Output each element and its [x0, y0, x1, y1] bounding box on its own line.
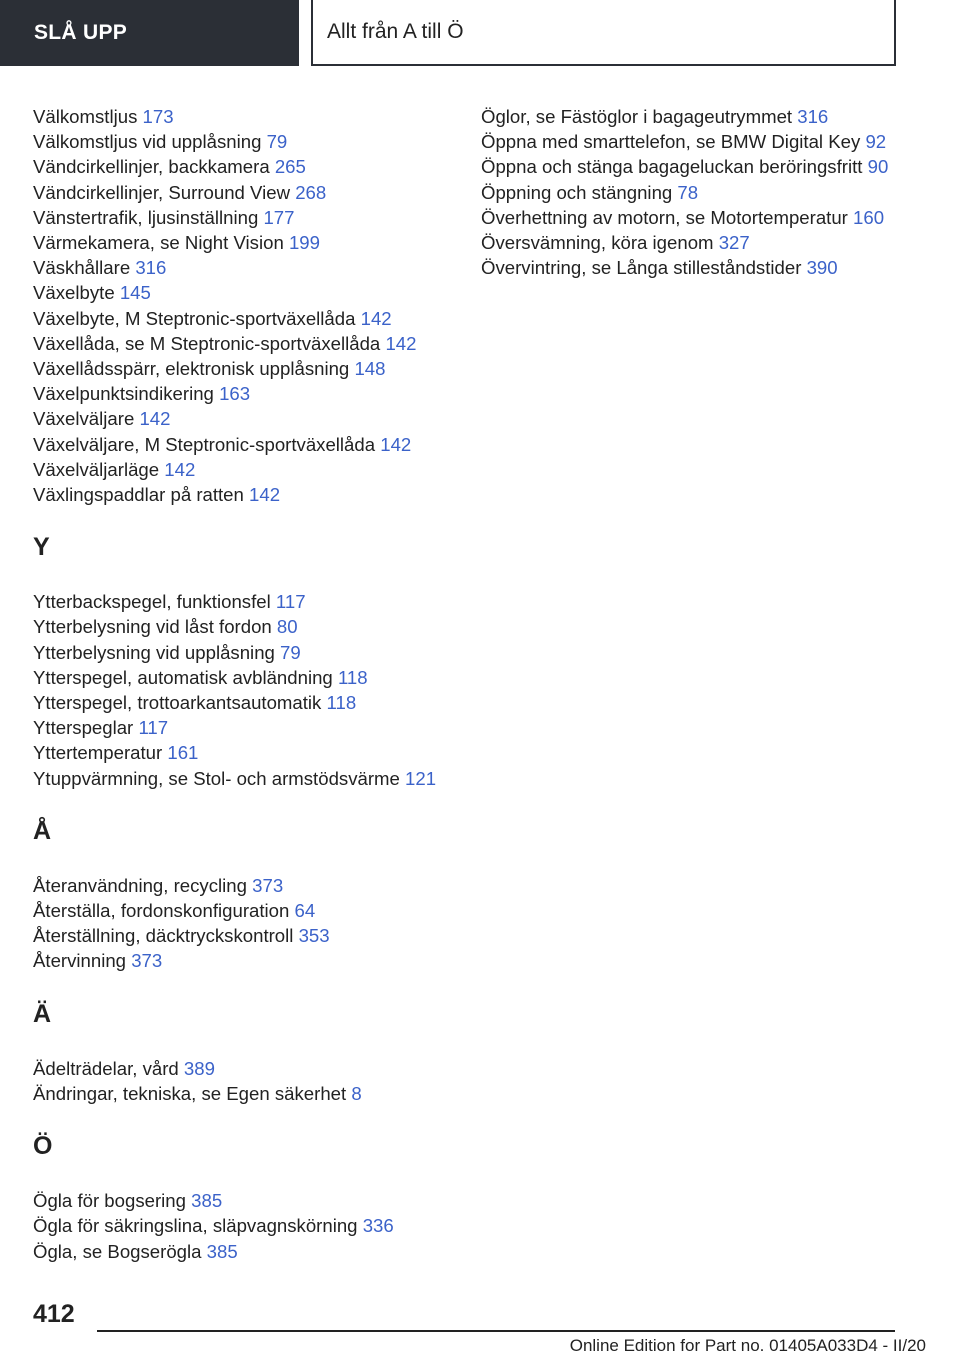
index-entry-text: Översvämning, köra igenom	[481, 232, 714, 254]
letter-heading-a-umlaut: Ä	[33, 999, 52, 1028]
page-reference-link[interactable]: 142	[385, 332, 417, 354]
index-entry	[481, 180, 921, 205]
index-entry	[33, 589, 453, 614]
page-reference-link[interactable]: 79	[266, 131, 288, 153]
page-reference-link[interactable]: 142	[139, 408, 171, 430]
index-entry	[33, 205, 453, 230]
index-entry-text: Övervintring, se Långa stilleståndstider	[481, 257, 802, 279]
page-reference-link[interactable]: 316	[135, 257, 167, 279]
index-entry	[33, 640, 453, 665]
index-group-a-ring	[33, 873, 453, 974]
index-entry	[33, 255, 453, 280]
index-entry	[33, 104, 453, 129]
index-entry	[33, 457, 453, 482]
page-reference-link[interactable]: 373	[252, 874, 284, 896]
page-reference-link[interactable]: 385	[206, 1240, 238, 1262]
index-entry-text: Värmekamera, se Night Vision	[33, 232, 284, 254]
page-reference-link[interactable]: 177	[263, 206, 295, 228]
index-entry-text: Växelbyte, M Steptronic-sportväxellåda	[33, 307, 356, 329]
index-entry-text: Öppna och stänga bagageluckan beröringsfritt	[481, 156, 863, 178]
index-entry	[33, 306, 453, 331]
index-entry-text: Ytterbackspegel, funktionsfel	[33, 591, 271, 613]
index-group-o-umlaut-continued	[481, 104, 921, 280]
index-entry	[33, 230, 453, 255]
index-entry-text: Växelväljare, M Steptronic-sportväxellåda	[33, 433, 376, 455]
index-entry	[33, 1188, 453, 1213]
index-entry	[33, 1213, 453, 1238]
index-entry	[33, 154, 453, 179]
page-reference-link[interactable]: 160	[853, 206, 885, 228]
letter-heading-y: Y	[33, 533, 50, 562]
page-reference-link[interactable]: 163	[219, 383, 251, 405]
page-reference-link[interactable]: 80	[276, 616, 298, 638]
page-reference-link[interactable]: 145	[119, 282, 151, 304]
index-entry-text: Växlingspaddlar på ratten	[33, 484, 244, 506]
index-entry	[33, 665, 453, 690]
index-entry	[33, 280, 453, 305]
index-entry-text: Välkomstljus vid upplåsning	[33, 131, 262, 153]
page-reference-link[interactable]: 161	[167, 742, 199, 764]
page-reference-link[interactable]: 79	[280, 641, 301, 663]
index-entry	[481, 230, 921, 255]
page-reference-link[interactable]: 336	[362, 1215, 394, 1237]
index-entry-text: Ädelträdelar, vård	[33, 1057, 179, 1079]
page-reference-link[interactable]: 173	[142, 106, 174, 127]
index-entry-text: Ögla för bogsering	[33, 1190, 186, 1212]
page-reference-link[interactable]: 8	[351, 1082, 362, 1104]
index-entry	[33, 766, 453, 791]
index-entry-text: Vänstertrafik, ljusinställning	[33, 206, 259, 228]
index-entry-text: Öppna med smarttelefon, se BMW Digital Key	[481, 131, 861, 153]
index-entry-text: Ögla för säkringslina, släpvagnskörning	[33, 1215, 358, 1237]
index-entry	[33, 690, 453, 715]
index-entry	[33, 898, 453, 923]
index-entry-text: Ändringar, tekniska, se Egen säkerhet	[33, 1082, 347, 1104]
index-entry-text: Växelpunktsindikering	[33, 383, 214, 405]
page-reference-link[interactable]: 268	[295, 181, 327, 203]
page-reference-link[interactable]: 199	[288, 232, 320, 254]
page-reference-link[interactable]: 316	[797, 106, 829, 127]
index-group-o-umlaut	[33, 1188, 453, 1264]
page-reference-link[interactable]: 353	[298, 925, 330, 947]
index-group-y	[33, 589, 453, 791]
index-entry	[33, 356, 453, 381]
page-reference-link[interactable]: 121	[405, 767, 437, 789]
index-entry-text: Vändcirkellinjer, backkamera	[33, 156, 270, 178]
index-entry-text: Återvinning	[33, 950, 127, 972]
index-entry	[481, 154, 921, 179]
index-entry	[33, 180, 453, 205]
page-reference-link[interactable]: 148	[354, 358, 386, 380]
page-reference-link[interactable]: 117	[275, 591, 306, 613]
edition-note: Online Edition for Part no. 01405A033D4 - II/20	[569, 1336, 926, 1355]
index-entry	[33, 923, 453, 948]
page-reference-link[interactable]: 389	[183, 1057, 215, 1079]
index-column-left	[33, 104, 453, 1264]
index-entry-text: Överhettning av motorn, se Motortemperatur	[481, 206, 848, 228]
index-entry-text: Ytterspeglar	[33, 717, 134, 739]
page-number: 412	[33, 1300, 75, 1328]
index-entry-text: Ytterspegel, trottoarkantsautomatik	[33, 692, 322, 714]
index-entry	[33, 482, 453, 507]
index-entry	[33, 331, 453, 356]
page-reference-link[interactable]: 142	[164, 458, 196, 480]
index-entry-text: Återställning, däcktryckskontroll	[33, 925, 294, 947]
page-reference-link[interactable]: 142	[380, 433, 412, 455]
index-entry	[33, 381, 453, 406]
page-reference-link[interactable]: 92	[865, 131, 887, 153]
page-header	[0, 0, 960, 66]
page-reference-link[interactable]: 327	[718, 232, 750, 254]
index-entry-text: Ytterspegel, automatisk avbländning	[33, 666, 333, 688]
index-entry-text: Växelväljare	[33, 408, 135, 430]
page-reference-link[interactable]: 385	[191, 1190, 223, 1212]
index-entry-text: Ytuppvärmning, se Stol- och armstödsvärme	[33, 767, 400, 789]
page-reference-link[interactable]: 390	[806, 257, 838, 279]
index-entry-text: Ytterbelysning vid upplåsning	[33, 641, 275, 663]
index-entry	[33, 406, 453, 431]
index-entry	[33, 614, 453, 639]
index-entry-text: Växelväljarläge	[33, 458, 160, 480]
index-entry-text: Yttertemperatur	[33, 742, 163, 764]
page-reference-link[interactable]: 373	[131, 950, 163, 972]
index-entry	[33, 1056, 453, 1081]
index-entry-text: Väskhållare	[33, 257, 131, 279]
page-reference-link[interactable]: 78	[677, 181, 699, 203]
index-entry	[481, 129, 921, 154]
letter-heading-a-ring: Å	[33, 816, 52, 845]
index-group-a-umlaut	[33, 1056, 453, 1106]
index-entry-text: Växellåda, se M Steptronic-sportväxellåda	[33, 332, 381, 354]
page-reference-link[interactable]: 64	[294, 900, 316, 922]
index-entry	[33, 715, 453, 740]
index-entry	[33, 1081, 453, 1106]
index-entry	[33, 129, 453, 154]
index-entry-text: Växelbyte	[33, 282, 115, 304]
index-group-v	[33, 104, 453, 507]
index-entry-text: Vändcirkellinjer, Surround View	[33, 181, 291, 203]
page-reference-link[interactable]: 118	[326, 692, 357, 714]
index-entry	[481, 205, 921, 230]
index-entry	[33, 873, 453, 898]
letter-heading-o-umlaut: Ö	[33, 1132, 53, 1161]
index-entry	[33, 432, 453, 457]
index-entry	[33, 740, 453, 765]
index-entry-text: Ytterbelysning vid låst fordon	[33, 616, 272, 638]
chapter-title: Allt från A till Ö	[311, 0, 896, 66]
index-entry-text: Återställa, fordonskonfiguration	[33, 900, 290, 922]
index-entry	[481, 255, 921, 280]
index-entry-text: Ögla, se Bogserögla	[33, 1240, 202, 1262]
page-reference-link[interactable]: 117	[138, 717, 169, 739]
index-entry	[33, 948, 453, 973]
index-entry-text: Öglor, se Fästöglor i bagageutrymmet	[481, 106, 793, 127]
page-reference-link[interactable]: 265	[274, 156, 306, 178]
index-column-right	[481, 104, 921, 280]
index-entry	[33, 1239, 453, 1264]
index-entry-text: Återanvändning, recycling	[33, 874, 247, 896]
index-entry	[481, 104, 921, 129]
index-entry-text: Växellådsspärr, elektronisk upplåsning	[33, 358, 350, 380]
page-reference-link[interactable]: 142	[249, 484, 281, 506]
page-reference-link[interactable]: 90	[867, 156, 889, 178]
index-entry-text: Välkomstljus	[33, 106, 138, 127]
section-tab: SLÅ UPP	[0, 0, 299, 66]
index-entry-text: Öppning och stängning	[481, 181, 673, 203]
page-reference-link[interactable]: 118	[337, 666, 368, 688]
page-reference-link[interactable]: 142	[360, 307, 392, 329]
